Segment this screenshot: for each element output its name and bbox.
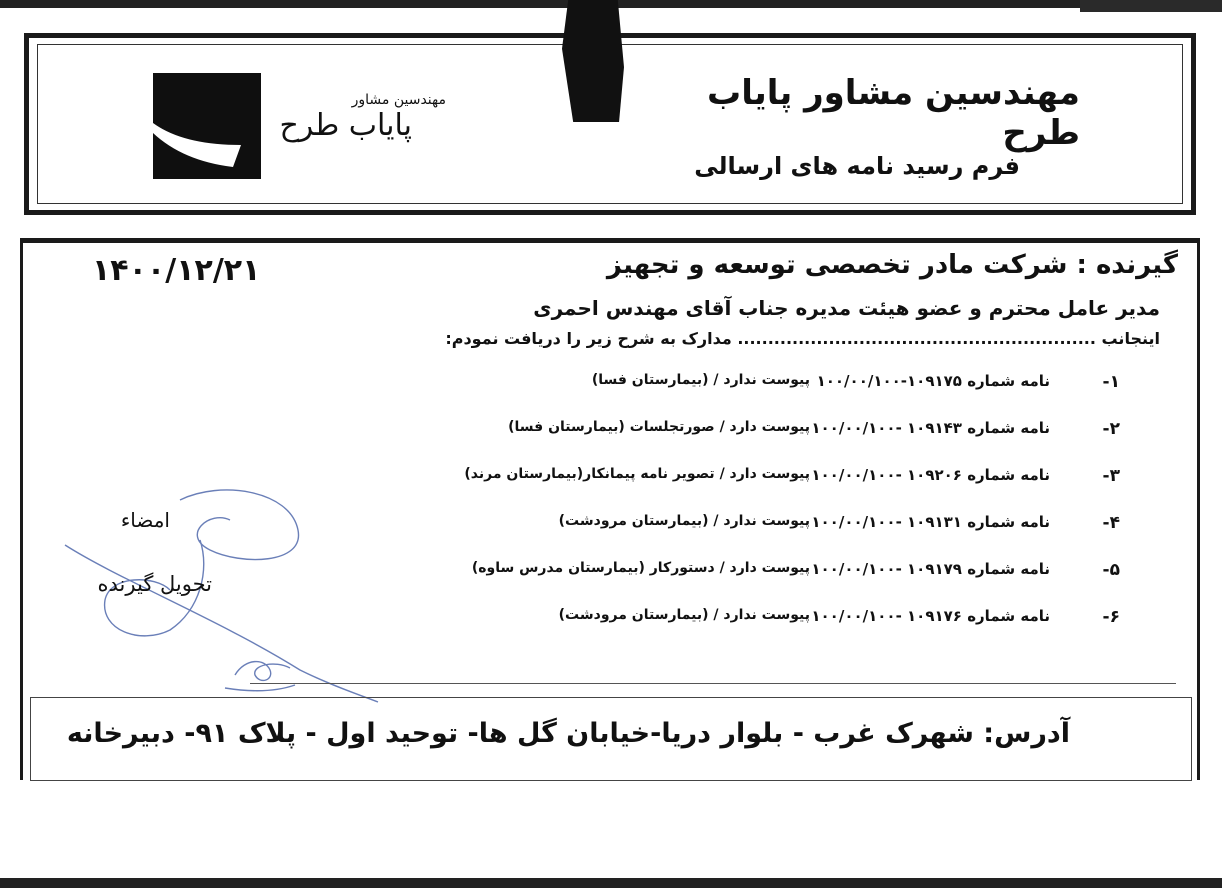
letter-item — [460, 607, 1120, 631]
letter-item — [460, 560, 1120, 584]
company-logo — [153, 73, 261, 179]
form-title: فرم رسید نامه های ارسالی — [694, 152, 1020, 180]
logo-name: پایاب طرح — [279, 108, 412, 143]
recipient-line: گیرنده : شرکت مادر تخصصی توسعه و تجهیز — [606, 250, 1178, 280]
item-description: پیوست ندارد / (بیمارستان مرودشت) — [558, 607, 810, 623]
logo-subtitle: مهندسین مشاور — [351, 92, 446, 108]
item-number: ۴- — [1102, 513, 1120, 533]
item-description: پیوست ندارد / (بیمارستان فسا) — [591, 372, 810, 388]
letter-item — [460, 419, 1120, 443]
letter-item — [460, 372, 1120, 396]
item-description: پیوست دارد / تصویر نامه پیمانکار(بیمارستان مرند) — [464, 466, 810, 482]
item-number: ۵- — [1102, 560, 1120, 580]
recipient-title: مدیر عامل محترم و عضو هیئت مدیره جناب آقای مهندس احمری — [533, 296, 1160, 320]
item-letter-number: نامه شماره ۱۰۹۲۰۶ -۱۰۰/۰۰/۱۰۰ — [811, 466, 1050, 484]
signature-label: امضاء — [120, 508, 170, 532]
item-number: ۳- — [1102, 466, 1120, 486]
item-letter-number: نامه شماره ۱۰۹۱۳۱ -۱۰۰/۰۰/۱۰۰ — [811, 513, 1050, 531]
item-description: پیوست دارد / صورتجلسات (بیمارستان فسا) — [508, 419, 810, 435]
logo-swoosh-icon — [153, 73, 261, 179]
document-date: ۱۴۰۰/۱۲/۲۱ — [92, 253, 261, 288]
item-letter-number: نامه شماره ۱۰۹۱۷۹ -۱۰۰/۰۰/۱۰۰ — [811, 560, 1050, 578]
paper-tear-mark — [562, 0, 624, 122]
item-letter-number: نامه شماره ۱۰۹۱۴۳ -۱۰۰/۰۰/۱۰۰ — [811, 419, 1050, 437]
letter-item — [460, 466, 1120, 490]
item-letter-number: نامه شماره ۱۰۹۱۷۶ -۱۰۰/۰۰/۱۰۰ — [811, 607, 1050, 625]
scan-edge-bottom — [0, 878, 1222, 888]
item-number: ۲- — [1102, 419, 1120, 439]
scan-edge-top-right — [1080, 0, 1222, 12]
address-line: آدرس: شهرک غرب - بلوار دریا-خیابان گل ها- توحید اول - پلاک ۹۱- دبیرخانه — [66, 718, 1070, 749]
item-letter-number: نامه شماره ۱۰۹۱۷۵-۱۰۰/۰۰/۱۰۰ — [816, 372, 1050, 390]
item-description: پیوست ندارد / (بیمارستان مرودشت) — [558, 513, 810, 529]
item-number: ۱- — [1102, 372, 1120, 392]
company-title: مهندسین مشاور پایاب طرح — [707, 73, 1080, 153]
receiver-label: تحویل گیرنده — [97, 572, 212, 596]
letter-item — [460, 513, 1120, 537]
item-number: ۶- — [1102, 607, 1120, 627]
item-description: پیوست دارد / دستورکار (بیمارستان مدرس ساوه) — [471, 560, 810, 576]
acknowledgement-line: اینجانب ........................................................... مدارک به شرح زیر را دریافت نمودم: — [445, 329, 1160, 348]
separator-line — [250, 683, 1176, 684]
